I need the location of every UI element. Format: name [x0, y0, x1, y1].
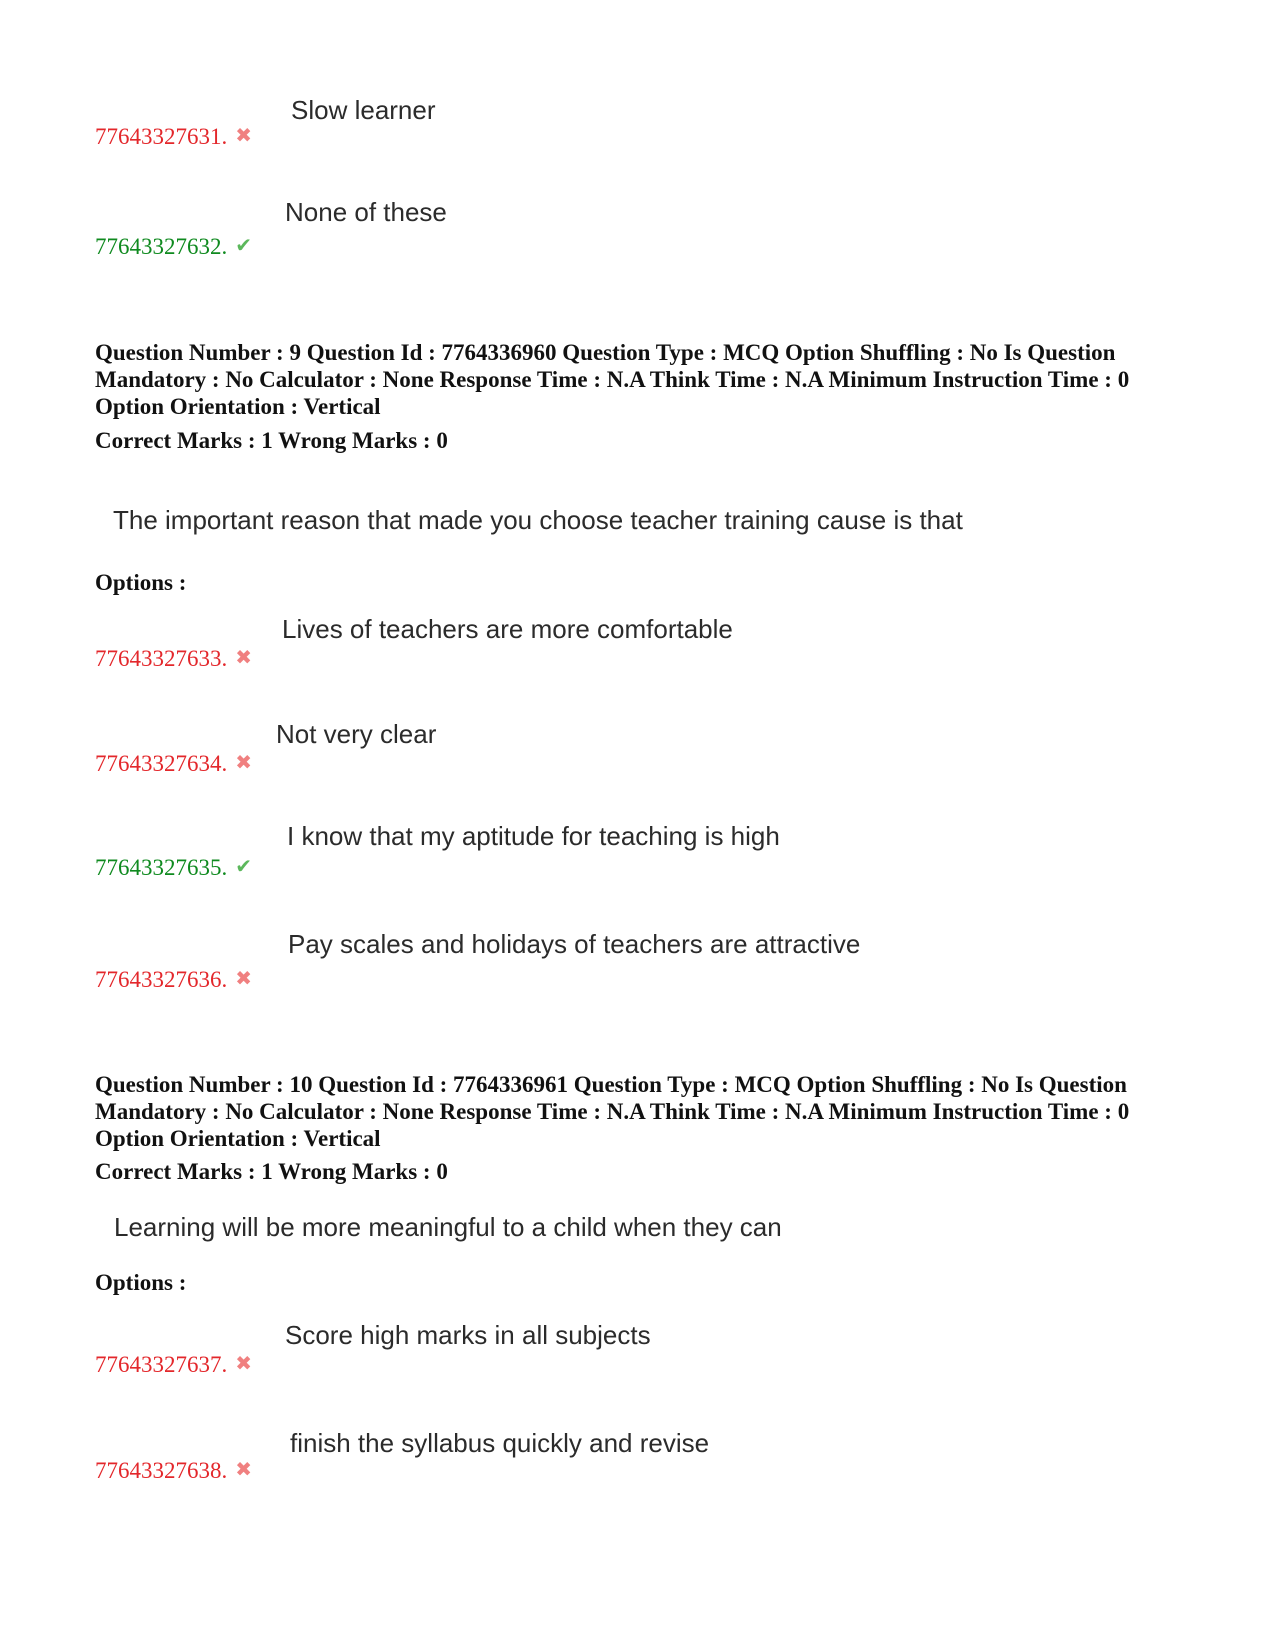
option-id	[95, 1350, 252, 1378]
option-id-value: 77643327635.	[95, 855, 228, 880]
option-id-value: 77643327631.	[95, 124, 228, 149]
option-id	[95, 965, 252, 993]
check-icon: ✔	[235, 854, 253, 878]
cross-icon: ✖	[235, 750, 253, 774]
option-text: finish the syllabus quickly and revise	[290, 1428, 710, 1458]
cross-icon: ✖	[235, 1351, 253, 1375]
option-id-value: 77643327636.	[95, 967, 228, 992]
option-id-value: 77643327638.	[95, 1458, 228, 1483]
question-header: Question Number : 9 Question Id : 7764336960 Question Type : MCQ Option Shuffling : No Is Question Mandatory : No Calculator : None Response Time : N.A Think Time : N.A Minimum Instruction Time : 0 Option Orientation : Vertical	[95, 340, 1130, 419]
question-marks: Correct Marks : 1 Wrong Marks : 0	[95, 1159, 448, 1184]
option-id-value: 77643327637.	[95, 1352, 228, 1377]
option-text: Slow learner	[291, 95, 436, 125]
question-marks: Correct Marks : 1 Wrong Marks : 0	[95, 428, 448, 453]
option-id	[95, 853, 252, 881]
option-id-value: 77643327632.	[95, 234, 228, 259]
check-icon: ✔	[235, 233, 253, 257]
cross-icon: ✖	[235, 123, 253, 147]
cross-icon: ✖	[235, 966, 253, 990]
question-header: Question Number : 10 Question Id : 7764336961 Question Type : MCQ Option Shuffling : No Is Question Mandatory : No Calculator : None Response Time : N.A Think Time : N.A Minimum Instruction Time : 0 Option Orientation : Vertical	[95, 1072, 1130, 1151]
option-text: Score high marks in all subjects	[285, 1320, 651, 1350]
options-label: Options :	[95, 570, 187, 595]
option-id	[95, 1456, 252, 1484]
option-id	[95, 122, 252, 150]
option-id	[95, 232, 252, 260]
option-text: Pay scales and holidays of teachers are attractive	[288, 929, 861, 959]
option-id-value: 77643327634.	[95, 751, 228, 776]
option-id	[95, 749, 252, 777]
question-text: Learning will be more meaningful to a child when they can	[114, 1212, 782, 1242]
option-id	[95, 644, 252, 672]
option-text: Lives of teachers are more comfortable	[282, 614, 733, 644]
options-label: Options :	[95, 1270, 187, 1295]
option-id-value: 77643327633.	[95, 646, 228, 671]
option-text: Not very clear	[276, 719, 437, 749]
option-text: I know that my aptitude for teaching is high	[287, 821, 780, 851]
question-text: The important reason that made you choose teacher training cause is that	[113, 505, 963, 535]
option-text: None of these	[285, 197, 447, 227]
cross-icon: ✖	[235, 1457, 253, 1481]
cross-icon: ✖	[235, 645, 253, 669]
